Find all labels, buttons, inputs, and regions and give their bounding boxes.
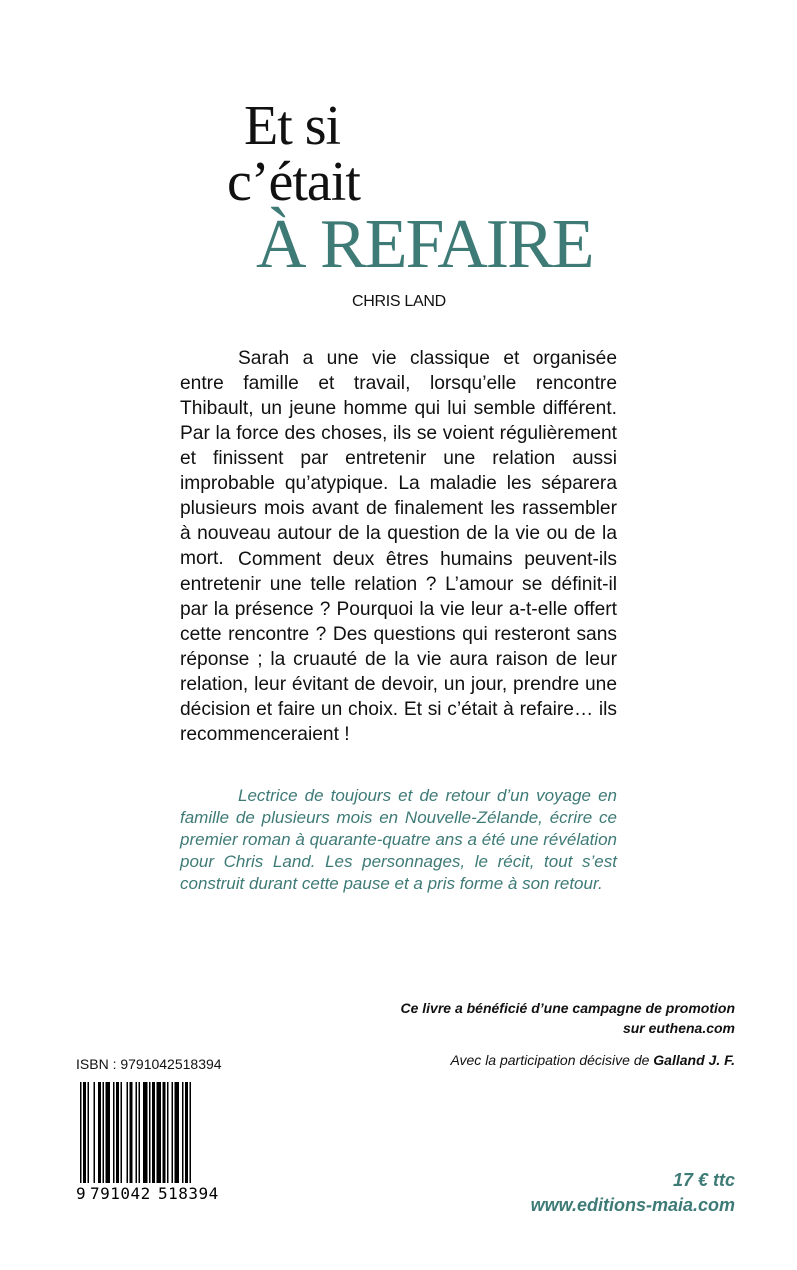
book-title-line-3: À REFAIRE [256,206,593,283]
barcode-bar [127,1082,129,1183]
author-bio-text: Lectrice de toujours et de retour d’un voyage en famille de plusieurs mois en Nouvelle-Zélande, écrire ce premier roman à quarante-quatre ans a été une révélation pour Chris Land. Les personnages, le récit, tout s’est construit durant cette pause et a pris forme à son retour. [180,786,617,893]
barcode-bar [98,1082,101,1183]
barcode-bar [143,1082,148,1183]
synopsis-text-1: Sarah a une vie classique et organisée entre famille et travail, lorsqu’elle rencontre Thibault, un jeune homme qui lui semble différent. Par la force des choses, ils se voient régulièrement et finissent par entretenir une relation aussi improbable qu’atypique. La maladie les séparera plusieurs mois avant de finalement les rassembler à nouveau autour de la question de la vie ou de la mort. [180,348,617,569]
book-title-line-1: Et si [244,95,341,157]
isbn-label: ISBN : 9791042518394 [76,1056,222,1072]
barcode-bar [103,1082,105,1183]
barcode-bar [130,1082,133,1183]
barcode-bar [121,1082,123,1183]
barcode-bars [80,1082,191,1200]
barcode-bar [80,1082,82,1200]
barcode-bar [152,1082,155,1183]
synopsis-text-2: Comment deux êtres humains peuvent-ils entretenir une telle relation ? L’amour se définit-il par la présence ? Pourquoi la vie leur a-t-elle offert cette rencontre ? Des questions qui resteront sans réponse ; la cruauté de la vie aura raison de leur relation, leur évitant de devoir, un jour, prendre une décision et faire un choix. Et si c’était à refaire… ils recommenceraient ! [180,549,617,745]
barcode-bar [136,1082,138,1200]
author-name: CHRIS LAND [352,293,446,310]
barcode-bar [190,1082,192,1200]
publisher-website[interactable]: www.editions-maia.com [530,1195,735,1215]
barcode-bar [185,1082,188,1183]
barcode-bar [83,1082,86,1200]
barcode-bar [172,1082,174,1183]
barcode-bar [175,1082,180,1183]
author-bio [180,785,617,895]
participation-note [450,1052,735,1068]
barcode-bar [116,1082,119,1183]
participation-name: Galland J. F. [653,1052,735,1068]
barcode-bar [149,1082,151,1183]
participation-prefix: Avec la participation décisive de [450,1052,650,1068]
promotion-line-2: sur euthena.com [622,1020,735,1036]
price: 17 € ttc [672,1170,735,1190]
barcode-bar [106,1082,111,1183]
promotion-line-1: Ce livre a bénéficié d’une campagne de promotion [400,1000,735,1016]
barcode-bar [182,1082,184,1183]
barcode-bar [94,1082,96,1183]
barcode-bar [139,1082,141,1200]
barcode-digit-first: 9 [76,1184,86,1203]
synopsis-paragraph-2 [180,547,617,747]
barcode-bar [167,1082,169,1183]
synopsis-paragraph-1 [180,346,617,571]
barcode-bar [157,1082,162,1183]
barcode-bar [88,1082,90,1183]
promotion-note [400,998,735,1038]
barcode-digits-left: 791042 [90,1184,151,1203]
barcode-bar [113,1082,115,1183]
barcode-bar [163,1082,166,1183]
barcode-digits-right: 518394 [158,1184,219,1203]
book-title-line-2: c’était [227,151,360,213]
isbn-barcode [76,1082,230,1203]
